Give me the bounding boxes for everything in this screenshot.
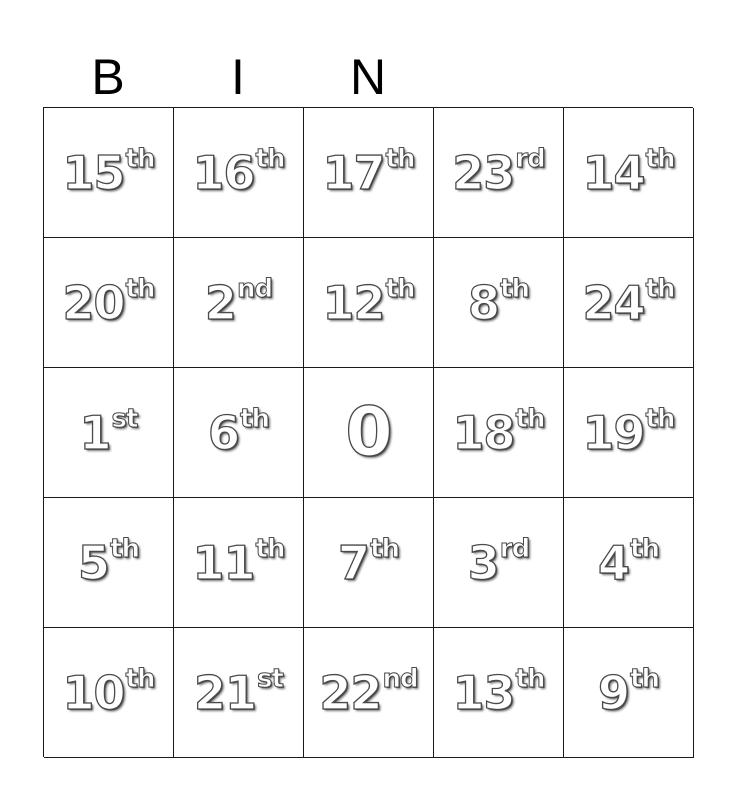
header-letter-n: N — [349, 49, 387, 105]
header-letter-b: B — [91, 49, 125, 105]
bingo-cell-r3-c3[interactable] — [434, 498, 564, 628]
cell-label — [192, 143, 285, 200]
cell-label — [208, 403, 269, 460]
cell-suffix: th — [370, 533, 399, 564]
cell-label — [452, 663, 545, 720]
bingo-board — [43, 107, 693, 757]
bingo-cell-r1-c0[interactable] — [44, 238, 174, 368]
bingo-cell-r2-c2-center[interactable] — [304, 368, 434, 498]
cell-label — [467, 533, 530, 590]
bingo-cell-r0-c1[interactable] — [174, 108, 304, 238]
bingo-cell-r1-c4[interactable] — [564, 238, 694, 368]
cell-label — [62, 143, 155, 200]
cell-label — [452, 403, 545, 460]
bingo-header — [43, 48, 693, 106]
cell-suffix: th — [240, 403, 269, 434]
cell-number: 7 — [338, 535, 370, 590]
cell-number: 5 — [78, 535, 110, 590]
cell-suffix: th — [110, 533, 139, 564]
cell-suffix: th — [645, 273, 675, 304]
cell-suffix: th — [515, 403, 545, 434]
cell-suffix: th — [500, 273, 529, 304]
cell-number: 13 — [452, 665, 515, 720]
cell-number: 8 — [468, 275, 500, 330]
header-letter-o — [563, 48, 693, 106]
cell-label — [598, 663, 659, 720]
cell-number: 10 — [62, 665, 125, 720]
cell-number: 17 — [322, 145, 385, 200]
cell-number: 24 — [582, 275, 645, 330]
cell-suffix: th — [255, 533, 285, 564]
cell-label — [345, 392, 392, 472]
cell-label — [319, 663, 418, 720]
cell-label — [78, 533, 139, 590]
cell-suffix: th — [255, 143, 285, 174]
cell-number: 16 — [192, 145, 255, 200]
cell-number: 15 — [62, 145, 125, 200]
cell-number: 22 — [319, 665, 382, 720]
header-letter-i: I — [231, 49, 245, 105]
cell-number: 2 — [204, 275, 236, 330]
bingo-cell-r2-c4[interactable] — [564, 368, 694, 498]
cell-label — [204, 273, 273, 330]
cell-number: 3 — [467, 535, 499, 590]
cell-label — [468, 273, 529, 330]
bingo-cell-r4-c3[interactable] — [434, 628, 564, 758]
cell-suffix: th — [125, 273, 155, 304]
cell-suffix: th — [385, 273, 415, 304]
cell-number: 9 — [598, 665, 630, 720]
cell-number: 14 — [582, 145, 645, 200]
cell-number: 20 — [62, 275, 125, 330]
cell-suffix: th — [645, 143, 675, 174]
bingo-cell-r0-c4[interactable] — [564, 108, 694, 238]
cell-suffix: nd — [236, 273, 273, 304]
bingo-cell-r1-c2[interactable] — [304, 238, 434, 368]
cell-suffix: rd — [499, 533, 530, 564]
cell-number: 11 — [192, 535, 255, 590]
cell-number: 12 — [322, 275, 385, 330]
cell-number: 0 — [345, 392, 392, 472]
cell-label — [338, 533, 399, 590]
bingo-cell-r3-c2[interactable] — [304, 498, 434, 628]
cell-suffix: th — [645, 403, 675, 434]
cell-number: 21 — [194, 665, 257, 720]
bingo-cell-r0-c2[interactable] — [304, 108, 434, 238]
cell-label — [194, 663, 283, 720]
header-letter-g — [433, 48, 563, 106]
cell-label — [582, 273, 675, 330]
bingo-cell-r0-c0[interactable] — [44, 108, 174, 238]
cell-label — [322, 273, 415, 330]
cell-number: 18 — [452, 405, 515, 460]
cell-suffix: th — [385, 143, 415, 174]
cell-label — [62, 663, 155, 720]
cell-label — [62, 273, 155, 330]
bingo-cell-r3-c0[interactable] — [44, 498, 174, 628]
bingo-cell-r3-c1[interactable] — [174, 498, 304, 628]
cell-label — [582, 403, 675, 460]
bingo-cell-r4-c2[interactable] — [304, 628, 434, 758]
bingo-cell-r4-c4[interactable] — [564, 628, 694, 758]
cell-suffix: th — [515, 663, 545, 694]
cell-suffix: th — [630, 533, 659, 564]
cell-number: 1 — [79, 405, 111, 460]
cell-number: 4 — [598, 535, 630, 590]
cell-suffix: th — [125, 143, 155, 174]
cell-number: 6 — [208, 405, 240, 460]
bingo-cell-r1-c1[interactable] — [174, 238, 304, 368]
cell-suffix: th — [125, 663, 155, 694]
cell-label — [322, 143, 415, 200]
cell-suffix: st — [111, 403, 138, 434]
cell-number: 19 — [582, 405, 645, 460]
bingo-cell-r3-c4[interactable] — [564, 498, 694, 628]
bingo-cell-r4-c0[interactable] — [44, 628, 174, 758]
cell-label — [582, 143, 675, 200]
cell-label — [452, 143, 545, 200]
bingo-cell-r2-c3[interactable] — [434, 368, 564, 498]
cell-label — [192, 533, 285, 590]
cell-suffix: st — [257, 663, 283, 694]
cell-number: 23 — [452, 145, 515, 200]
bingo-cell-r2-c0[interactable] — [44, 368, 174, 498]
bingo-cell-r1-c3[interactable] — [434, 238, 564, 368]
bingo-cell-r0-c3[interactable] — [434, 108, 564, 238]
bingo-cell-r4-c1[interactable] — [174, 628, 304, 758]
bingo-cell-r2-c1[interactable] — [174, 368, 304, 498]
cell-suffix: th — [630, 663, 659, 694]
cell-suffix: rd — [515, 143, 545, 174]
cell-label — [598, 533, 659, 590]
cell-label — [79, 403, 138, 460]
cell-suffix: nd — [382, 663, 418, 694]
